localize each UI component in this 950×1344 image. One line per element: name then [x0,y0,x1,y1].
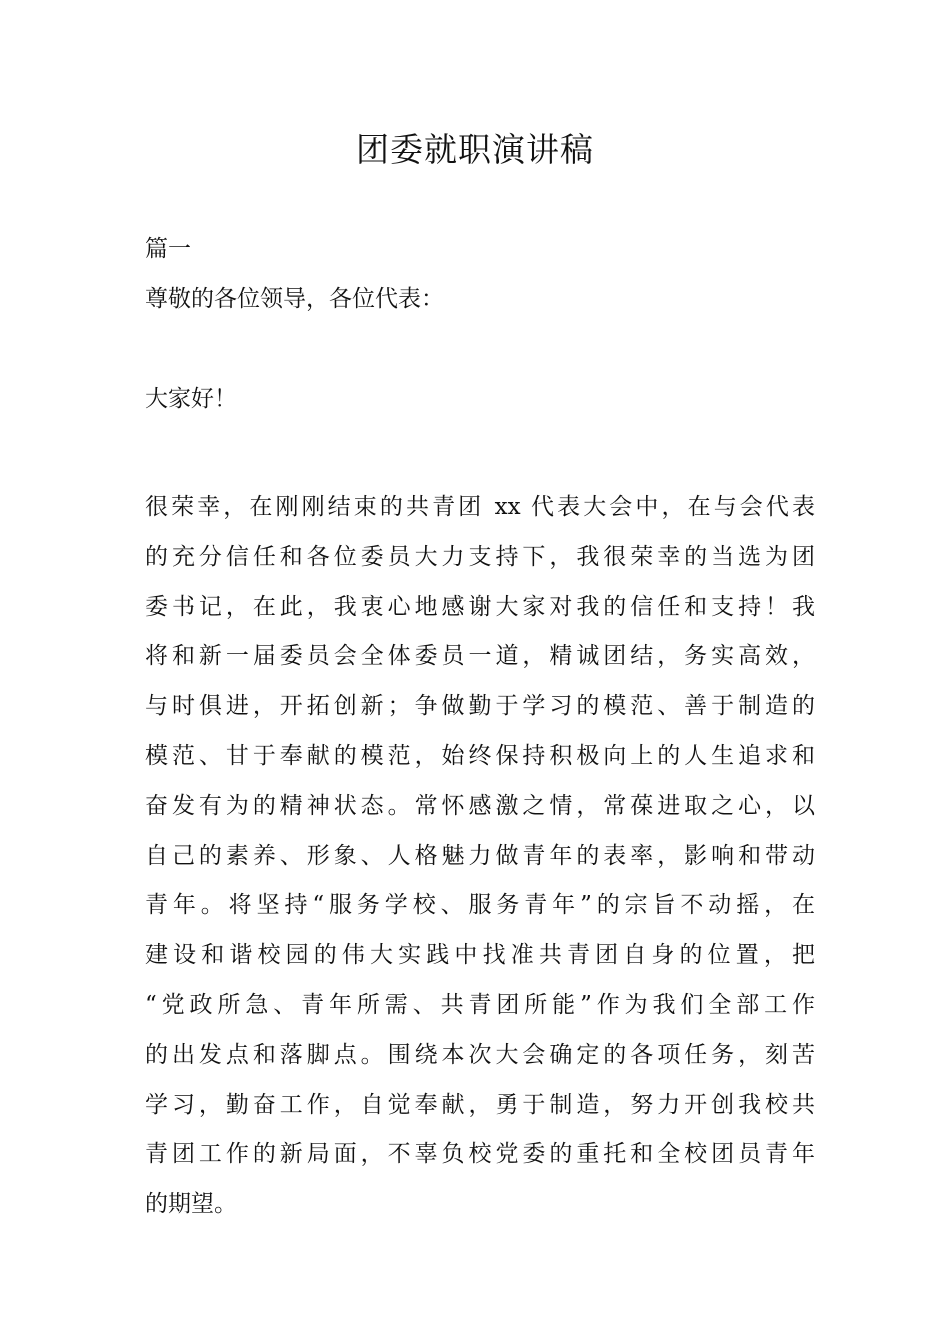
body-line: 委书记，在此，我衷心地感谢大家对我的信任和支持！我 [145,593,815,620]
body-line: “党政所急、青年所需、共青团所能”作为我们全部工作 [145,991,815,1018]
body-line: 的充分信任和各位委员大力支持下，我很荣幸的当选为团 [145,543,815,570]
body-line: 奋发有为的精神状态。常怀感激之情，常葆进取之心，以 [145,792,815,819]
body-line: 与时俱进，开拓创新；争做勤于学习的模范、善于制造的 [145,693,815,720]
body-line: 将和新一届委员会全体委员一道，精诚团结，务实高效， [145,643,815,670]
body-line: 青年。将坚持“服务学校、服务青年”的宗旨不动摇，在 [145,892,815,919]
salutation: 尊敬的各位领导，各位代表： [145,286,444,312]
body-line: 自己的素养、形象、人格魅力做青年的表率，影响和带动 [145,842,815,869]
body-paragraph [145,483,815,1230]
greeting: 大家好！ [145,386,237,412]
body-line: 的期望。 [145,1191,237,1218]
body-line: 建设和谐校园的伟大实践中找准共青团自身的位置，把 [145,942,815,969]
body-line: 学习，勤奋工作，自觉奉献，勇于制造，努力开创我校共 [145,1091,815,1118]
body-line: 的出发点和落脚点。围绕本次大会确定的各项任务，刻苦 [145,1041,815,1068]
document-title: 团委就职演讲稿 [356,130,594,169]
body-line: 模范、甘于奉献的模范，始终保持积极向上的人生追求和 [145,742,815,769]
body-line: 很荣幸，在刚刚结束的共青团 xx 代表大会中，在与会代表 [145,494,815,520]
section-label: 篇一 [145,236,191,262]
body-line: 青团工作的新局面，不辜负校党委的重托和全校团员青年 [145,1141,815,1168]
